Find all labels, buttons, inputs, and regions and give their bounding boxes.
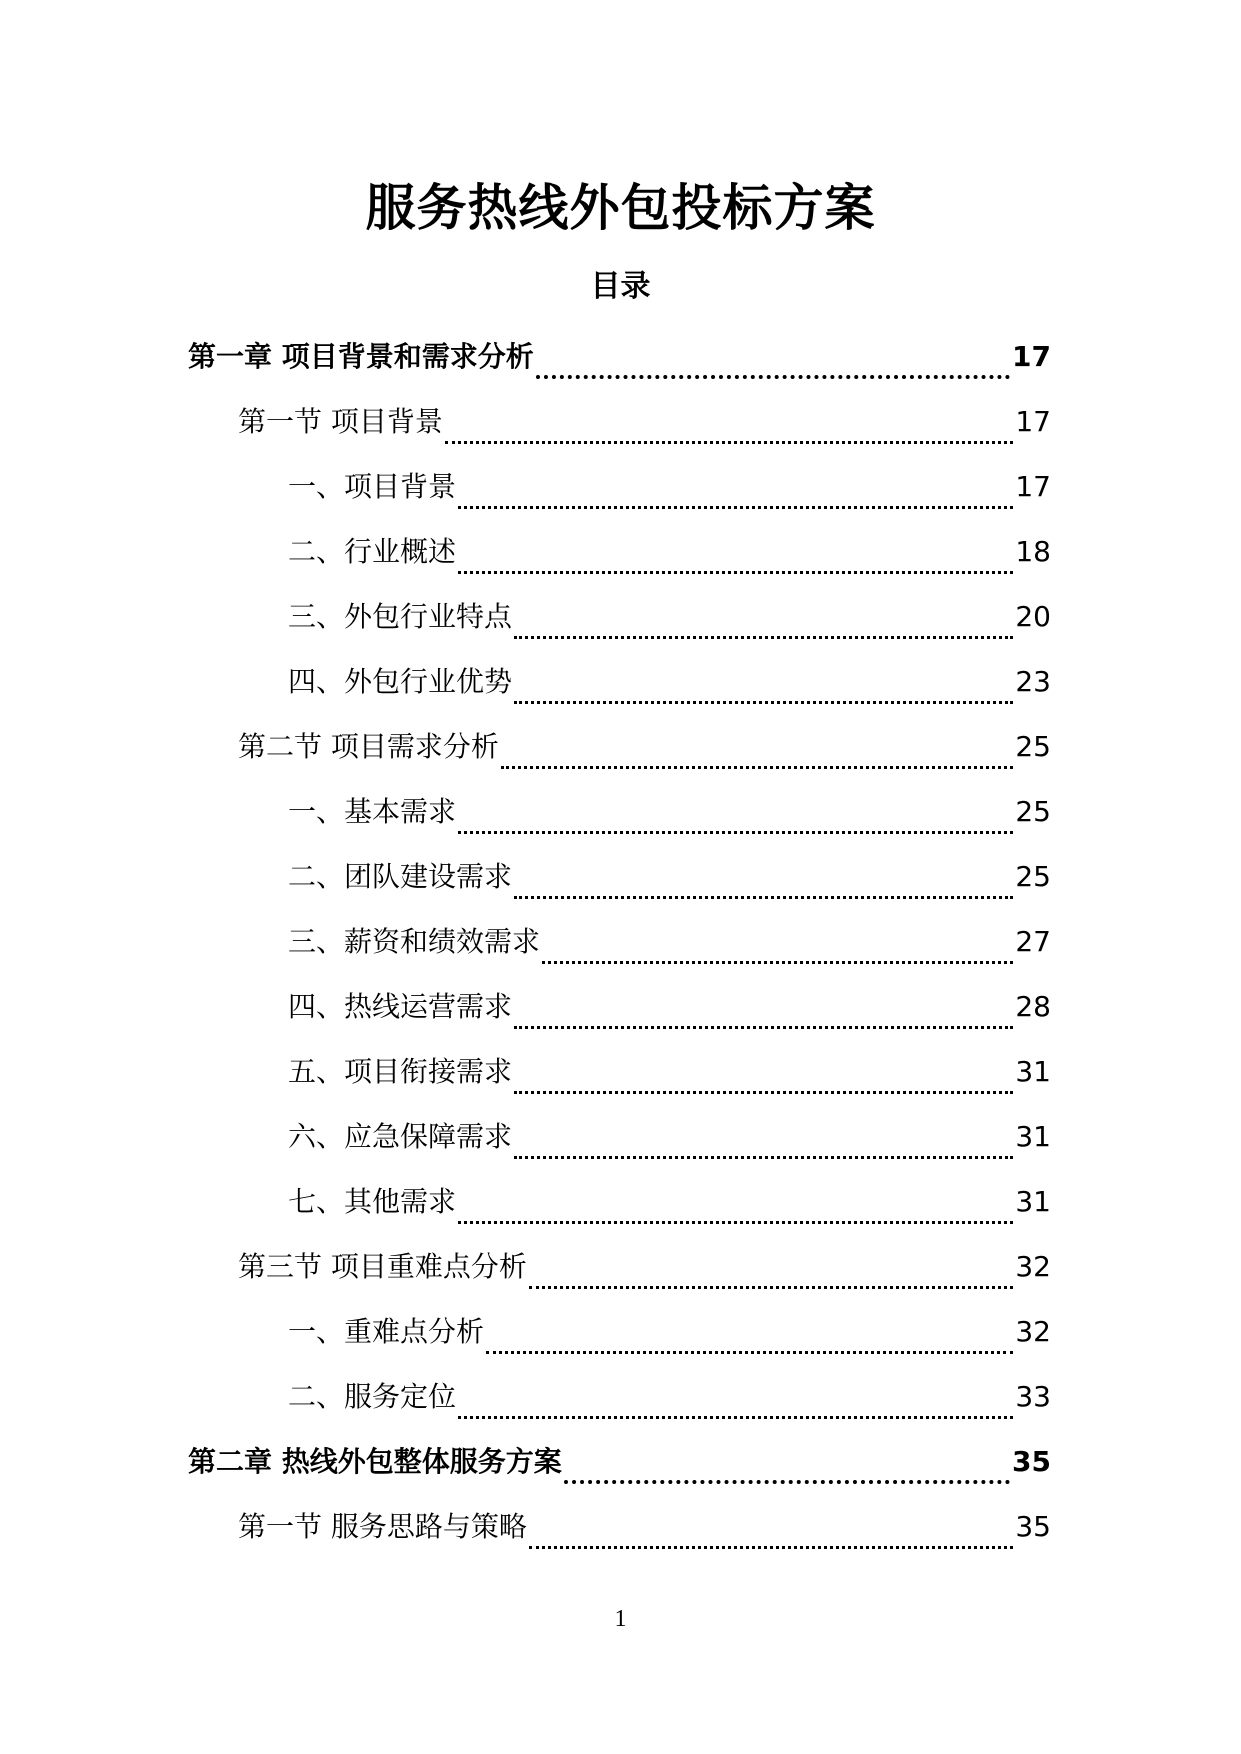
toc-entry-page: 17 (1012, 339, 1051, 373)
toc-entry-label: 一、基本需求 (288, 794, 457, 828)
dot-leader (564, 1480, 1010, 1484)
toc-entry-page: 23 (1015, 664, 1051, 698)
toc-entry-page: 25 (1015, 729, 1051, 763)
dot-leader (514, 1156, 1013, 1159)
dot-leader (458, 1416, 1013, 1419)
toc-entry-section[interactable] (0, 389, 1241, 454)
toc-entry-label: 五、项目衔接需求 (288, 1054, 513, 1088)
dot-leader (514, 1091, 1013, 1094)
toc-entry-label: 七、其他需求 (288, 1184, 457, 1218)
dot-leader (445, 441, 1013, 444)
toc-entry-label: 三、薪资和绩效需求 (288, 924, 541, 958)
toc-entry-label: 四、外包行业优势 (288, 664, 513, 698)
toc-entry-label: 第二节 项目需求分析 (238, 729, 499, 763)
toc-entry-page: 20 (1015, 599, 1051, 633)
toc-entry-page: 32 (1015, 1314, 1051, 1348)
toc-entry-subsection[interactable] (0, 649, 1241, 714)
toc-entry-label: 第二章 热线外包整体服务方案 (188, 1444, 562, 1478)
dot-leader (529, 1286, 1013, 1289)
dot-leader (486, 1351, 1013, 1354)
toc-entry-page: 25 (1015, 859, 1051, 893)
toc-entry-subsection[interactable] (0, 844, 1241, 909)
toc-entry-page: 31 (1015, 1184, 1051, 1218)
toc-entry-page: 17 (1015, 469, 1051, 503)
toc-entry-subsection[interactable] (0, 1169, 1241, 1234)
toc-entry-subsection[interactable] (0, 1364, 1241, 1429)
toc-entry-label: 一、项目背景 (288, 469, 457, 503)
toc-entry-subsection[interactable] (0, 454, 1241, 519)
dot-leader (458, 571, 1013, 574)
toc-entry-subsection[interactable] (0, 779, 1241, 844)
dot-leader (458, 831, 1013, 834)
toc-entry-subsection[interactable] (0, 1039, 1241, 1104)
toc-heading: 目录 (590, 269, 651, 304)
dot-leader (458, 1221, 1013, 1224)
toc-entry-label: 四、热线运营需求 (288, 989, 513, 1023)
toc-entry-page: 35 (1015, 1509, 1051, 1543)
toc-entry-page: 33 (1015, 1379, 1051, 1413)
toc-entry-label: 六、应急保障需求 (288, 1119, 513, 1153)
dot-leader (501, 766, 1013, 769)
toc-entry-subsection[interactable] (0, 974, 1241, 1039)
toc-entry-label: 第三节 项目重难点分析 (238, 1249, 527, 1283)
toc-entry-chapter-1[interactable] (0, 324, 1241, 389)
dot-leader (536, 375, 1010, 379)
dot-leader (514, 701, 1013, 704)
toc-entry-section[interactable] (0, 1234, 1241, 1299)
table-of-contents (0, 324, 1241, 1559)
toc-entry-page: 31 (1015, 1054, 1051, 1088)
toc-entry-page: 17 (1015, 404, 1051, 438)
toc-entry-label: 第一节 服务思路与策略 (238, 1509, 527, 1543)
toc-entry-page: 25 (1015, 794, 1051, 828)
toc-entry-page: 18 (1015, 534, 1051, 568)
page-number: 1 (614, 1606, 627, 1632)
toc-entry-section[interactable] (0, 1494, 1241, 1559)
toc-entry-label: 二、团队建设需求 (288, 859, 513, 893)
toc-entry-subsection[interactable] (0, 909, 1241, 974)
toc-entry-page: 28 (1015, 989, 1051, 1023)
dot-leader (458, 506, 1013, 509)
dot-leader (514, 1026, 1013, 1029)
dot-leader (529, 1546, 1013, 1549)
toc-entry-label: 二、服务定位 (288, 1379, 457, 1413)
toc-entry-section[interactable] (0, 714, 1241, 779)
toc-entry-label: 三、外包行业特点 (288, 599, 513, 633)
toc-entry-chapter-2[interactable] (0, 1429, 1241, 1494)
toc-entry-label: 二、行业概述 (288, 534, 457, 568)
toc-entry-label: 一、重难点分析 (288, 1314, 485, 1348)
toc-entry-page: 31 (1015, 1119, 1051, 1153)
dot-leader (514, 636, 1013, 639)
toc-entry-page: 32 (1015, 1249, 1051, 1283)
toc-entry-subsection[interactable] (0, 519, 1241, 584)
toc-entry-subsection[interactable] (0, 584, 1241, 649)
document-title: 服务热线外包投标方案 (365, 179, 876, 237)
toc-entry-page: 35 (1012, 1444, 1051, 1478)
dot-leader (514, 896, 1013, 899)
toc-entry-subsection[interactable] (0, 1299, 1241, 1364)
toc-entry-subsection[interactable] (0, 1104, 1241, 1169)
dot-leader (542, 961, 1013, 964)
toc-entry-label: 第一章 项目背景和需求分析 (188, 339, 534, 373)
toc-entry-label: 第一节 项目背景 (238, 404, 443, 438)
toc-entry-page: 27 (1015, 924, 1051, 958)
